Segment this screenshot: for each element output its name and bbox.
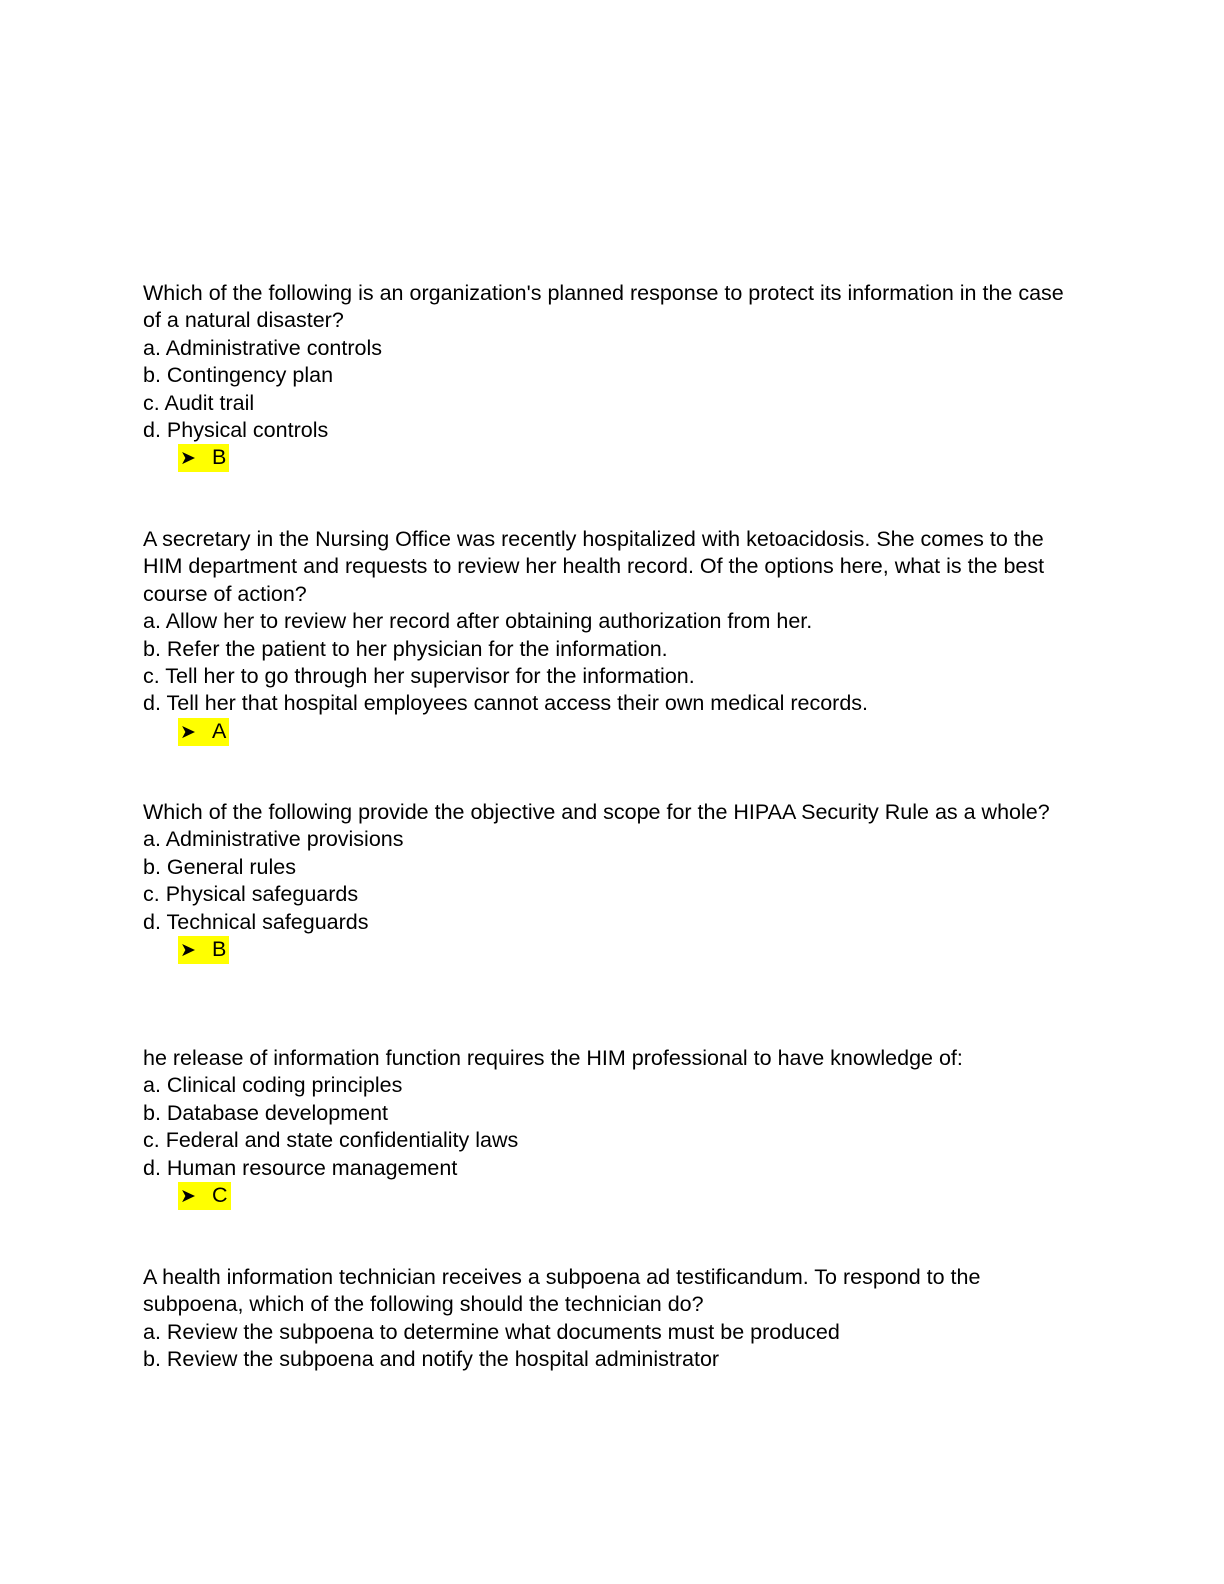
answer-letter: C xyxy=(212,1183,228,1208)
question-3 xyxy=(143,799,1083,963)
answer-highlight xyxy=(178,444,229,472)
answer-line xyxy=(178,1182,1083,1209)
answer-highlight xyxy=(178,718,229,746)
option-a: a. Administrative controls xyxy=(143,335,382,360)
option-d: d. Technical safeguards xyxy=(143,909,369,934)
option-b: b. Review the subpoena and notify the hospital administrator xyxy=(143,1347,720,1372)
option-a: a. Review the subpoena to determine what documents must be produced xyxy=(143,1319,840,1344)
answer-highlight xyxy=(178,1182,231,1210)
option-c: c. Federal and state confidentiality laws xyxy=(143,1128,519,1153)
arrow-bullet-icon: ➤ xyxy=(180,940,196,962)
question-1 xyxy=(143,280,1083,472)
answer-line xyxy=(178,936,1083,963)
question-text: A secretary in the Nursing Office was recently hospitalized with ketoacidosis. She comes to the HIM department and requests to review her health record. Of the options here, what is the best course of action? xyxy=(143,527,1045,606)
question-2 xyxy=(143,526,1083,745)
question-text: A health information technician receives a subpoena ad testificandum. To respond to the subpoena, which of the following should the technician do? xyxy=(143,1265,981,1317)
option-d: d. Physical controls xyxy=(143,418,329,443)
option-b: b. Database development xyxy=(143,1100,389,1125)
option-a: a. Administrative provisions xyxy=(143,827,404,852)
option-b: b. General rules xyxy=(143,854,296,879)
option-c: c. Tell her to go through her supervisor for the information. xyxy=(143,664,695,689)
answer-highlight xyxy=(178,936,229,964)
option-c: c. Audit trail xyxy=(143,390,255,415)
arrow-bullet-icon: ➤ xyxy=(180,721,196,743)
option-a: a. Allow her to review her record after obtaining authorization from her. xyxy=(143,609,813,634)
arrow-bullet-icon: ➤ xyxy=(180,448,196,470)
option-b: b. Contingency plan xyxy=(143,363,334,388)
answer-letter: A xyxy=(212,718,227,743)
question-4 xyxy=(143,1045,1083,1209)
option-c: c. Physical safeguards xyxy=(143,882,359,907)
question-5 xyxy=(143,1264,1083,1374)
question-text: Which of the following is an organization's planned response to protect its information in the case of a natural disaster? xyxy=(143,281,1064,333)
answer-line xyxy=(178,444,1083,471)
question-text: Which of the following provide the objective and scope for the HIPAA Security Rule as a whole? xyxy=(143,800,1050,824)
option-a: a. Clinical coding principles xyxy=(143,1073,403,1098)
option-d: d. Tell her that hospital employees cannot access their own medical records. xyxy=(143,691,869,716)
question-text: he release of information function requires the HIM professional to have knowledge of: xyxy=(143,1046,963,1070)
answer-line xyxy=(178,718,1083,745)
option-b: b. Refer the patient to her physician for the information. xyxy=(143,636,668,661)
answer-letter: B xyxy=(212,445,227,470)
option-d: d. Human resource management xyxy=(143,1155,458,1180)
answer-letter: B xyxy=(212,937,227,962)
arrow-bullet-icon: ➤ xyxy=(180,1186,196,1208)
